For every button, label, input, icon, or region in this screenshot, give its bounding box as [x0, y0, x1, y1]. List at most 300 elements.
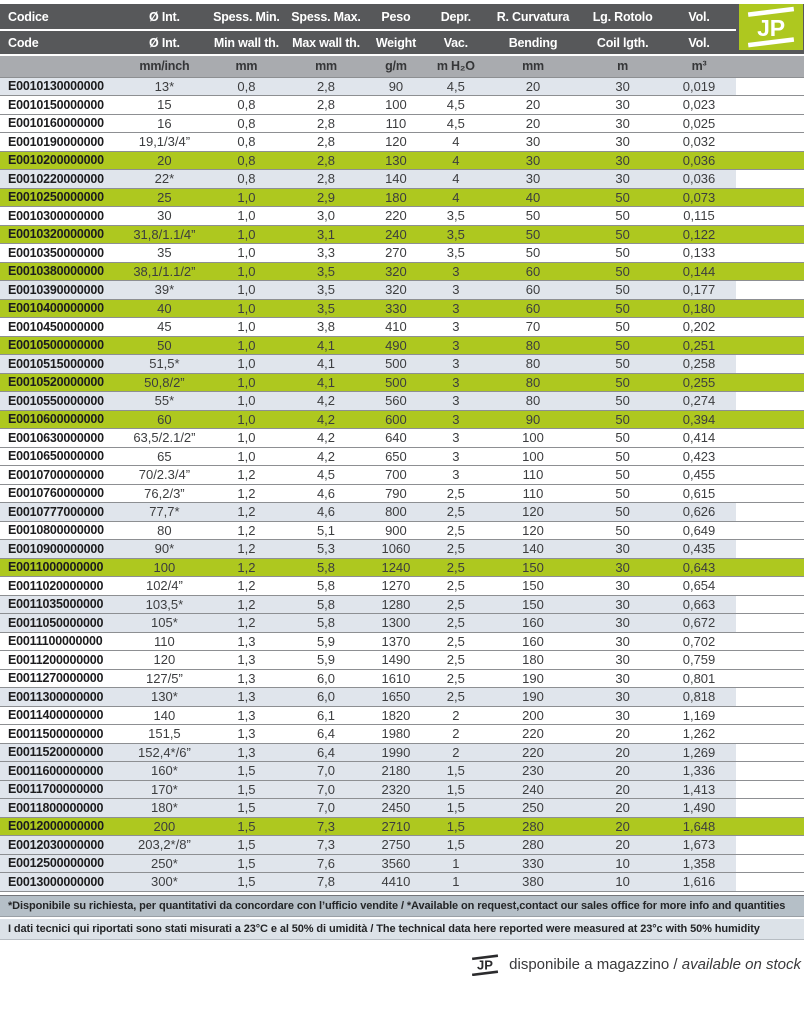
cell-volume: 0,394: [662, 410, 735, 429]
header-spess-min: Spess. Min.: [204, 4, 288, 30]
cell-bending: 50: [483, 244, 583, 263]
cell-max-wall: 4,2: [289, 429, 364, 448]
cell-min-wall: 1,2: [204, 595, 288, 614]
cell-max-wall: 5,8: [289, 595, 364, 614]
cell-volume: 0,626: [662, 503, 735, 522]
cell-coil-length: 30: [583, 595, 663, 614]
cell-max-wall: 6,4: [289, 743, 364, 762]
cell-bending: 80: [483, 355, 583, 374]
table-row: [0, 336, 804, 355]
cell-code: E0011520000000: [0, 743, 125, 762]
table-row: [0, 355, 804, 374]
cell-vacuum: 1,5: [428, 762, 483, 781]
cell-bending: 230: [483, 762, 583, 781]
legend-text-italian: disponibile a magazzino /: [509, 956, 678, 973]
cell-coil-length: 20: [583, 725, 663, 744]
cell-coil-length: 50: [583, 521, 663, 540]
cell-weight: 900: [363, 521, 428, 540]
cell-code: E0010400000000: [0, 299, 125, 318]
cell-coil-length: 50: [583, 336, 663, 355]
cell-volume: 0,649: [662, 521, 735, 540]
cell-volume: 0,818: [662, 688, 735, 707]
cell-volume: 0,255: [662, 373, 735, 392]
cell-vacuum: 2,5: [428, 521, 483, 540]
cell-stock-indicator: [736, 373, 804, 392]
cell-volume: 1,269: [662, 743, 735, 762]
header-diametro: Ø Int.: [125, 4, 205, 30]
cell-weight: 640: [363, 429, 428, 448]
cell-code: E0010777000000: [0, 503, 125, 522]
cell-stock-indicator: [736, 632, 804, 651]
cell-code: E0011400000000: [0, 706, 125, 725]
cell-max-wall: 3,1: [289, 225, 364, 244]
cell-min-wall: 1,3: [204, 688, 288, 707]
cell-coil-length: 20: [583, 799, 663, 818]
cell-vacuum: 1,5: [428, 799, 483, 818]
cell-stock-indicator: [736, 873, 804, 892]
cell-code: E0010900000000: [0, 540, 125, 559]
cell-weight: 1370: [363, 632, 428, 651]
cell-bending: 80: [483, 336, 583, 355]
header-spess-max: Spess. Max.: [289, 4, 364, 30]
table-row: [0, 96, 804, 115]
cell-code: E0011020000000: [0, 577, 125, 596]
cell-volume: 0,274: [662, 392, 735, 411]
header-min-wall: Min wall th.: [204, 30, 288, 55]
cell-vacuum: 3: [428, 281, 483, 300]
cell-volume: 0,615: [662, 484, 735, 503]
cell-weight: 700: [363, 466, 428, 485]
cell-min-wall: 0,8: [204, 96, 288, 115]
header-row-italian: [0, 4, 804, 30]
cell-coil-length: 30: [583, 706, 663, 725]
spec-table: [0, 4, 804, 892]
cell-stock-indicator: [736, 77, 804, 96]
cell-vacuum: 2,5: [428, 614, 483, 633]
cell-coil-length: 30: [583, 77, 663, 96]
cell-diameter: 38,1/1.1/2”: [125, 262, 205, 281]
cell-vacuum: 4,5: [428, 96, 483, 115]
cell-weight: 1610: [363, 669, 428, 688]
cell-code: E0011300000000: [0, 688, 125, 707]
cell-code: E0011800000000: [0, 799, 125, 818]
cell-min-wall: 1,0: [204, 299, 288, 318]
cell-bending: 190: [483, 669, 583, 688]
cell-min-wall: 1,0: [204, 318, 288, 337]
header-vac: Vac.: [428, 30, 483, 55]
cell-stock-indicator: [736, 854, 804, 873]
cell-stock-indicator: [736, 151, 804, 170]
header-vol-en: Vol.: [662, 30, 735, 55]
table-row: [0, 577, 804, 596]
cell-weight: 330: [363, 299, 428, 318]
cell-weight: 1490: [363, 651, 428, 670]
header-depr: Depr.: [428, 4, 483, 30]
cell-bending: 160: [483, 614, 583, 633]
cell-weight: 320: [363, 281, 428, 300]
unit-min-wall: mm: [204, 55, 288, 77]
cell-bending: 50: [483, 207, 583, 226]
cell-stock-indicator: [736, 466, 804, 485]
cell-weight: 1990: [363, 743, 428, 762]
cell-weight: 1270: [363, 577, 428, 596]
cell-vacuum: 3: [428, 466, 483, 485]
cell-volume: 0,122: [662, 225, 735, 244]
cell-weight: 1980: [363, 725, 428, 744]
table-row: [0, 188, 804, 207]
cell-min-wall: 1,0: [204, 392, 288, 411]
cell-max-wall: 2,8: [289, 133, 364, 152]
logo-cell: [736, 4, 804, 55]
cell-max-wall: 4,2: [289, 410, 364, 429]
cell-vacuum: 1: [428, 854, 483, 873]
cell-coil-length: 50: [583, 373, 663, 392]
cell-weight: 3560: [363, 854, 428, 873]
units-row: [0, 55, 804, 77]
cell-volume: 1,673: [662, 836, 735, 855]
cell-code: E0010380000000: [0, 262, 125, 281]
header-row-english: [0, 30, 804, 55]
cell-stock-indicator: [736, 114, 804, 133]
cell-min-wall: 1,5: [204, 836, 288, 855]
cell-code: E0011270000000: [0, 669, 125, 688]
cell-volume: 0,036: [662, 170, 735, 189]
cell-coil-length: 30: [583, 96, 663, 115]
cell-weight: 2450: [363, 799, 428, 818]
cell-volume: 1,358: [662, 854, 735, 873]
cell-vacuum: 2,5: [428, 540, 483, 559]
jp-logo: [739, 4, 803, 50]
cell-bending: 240: [483, 780, 583, 799]
cell-weight: 500: [363, 355, 428, 374]
table-row: [0, 743, 804, 762]
cell-diameter: 15: [125, 96, 205, 115]
table-row: [0, 688, 804, 707]
table-row: [0, 133, 804, 152]
cell-vacuum: 2: [428, 725, 483, 744]
cell-stock-indicator: [736, 706, 804, 725]
cell-stock-indicator: [736, 281, 804, 300]
cell-stock-indicator: [736, 447, 804, 466]
table-row: [0, 281, 804, 300]
cell-volume: 1,413: [662, 780, 735, 799]
table-row: [0, 447, 804, 466]
table-row: [0, 669, 804, 688]
cell-coil-length: 50: [583, 281, 663, 300]
cell-code: E0010130000000: [0, 77, 125, 96]
cell-code: E0012500000000: [0, 854, 125, 873]
cell-bending: 50: [483, 225, 583, 244]
cell-coil-length: 30: [583, 688, 663, 707]
cell-max-wall: 2,8: [289, 96, 364, 115]
cell-coil-length: 20: [583, 762, 663, 781]
cell-coil-length: 30: [583, 540, 663, 559]
header-int-diam: Ø Int.: [125, 30, 205, 55]
table-row: [0, 77, 804, 96]
cell-vacuum: 4,5: [428, 77, 483, 96]
cell-min-wall: 1,2: [204, 503, 288, 522]
cell-max-wall: 2,8: [289, 151, 364, 170]
cell-volume: 1,490: [662, 799, 735, 818]
jp-logo-icon: [742, 6, 800, 48]
cell-vacuum: 3: [428, 336, 483, 355]
cell-code: E0013000000000: [0, 873, 125, 892]
cell-max-wall: 7,0: [289, 780, 364, 799]
cell-weight: 2320: [363, 780, 428, 799]
cell-diameter: 203,2*/8”: [125, 836, 205, 855]
cell-bending: 80: [483, 392, 583, 411]
cell-volume: 1,336: [662, 762, 735, 781]
table-row: [0, 817, 804, 836]
cell-code: E0010250000000: [0, 188, 125, 207]
cell-min-wall: 1,0: [204, 447, 288, 466]
cell-stock-indicator: [736, 558, 804, 577]
table-row: [0, 651, 804, 670]
cell-max-wall: 4,1: [289, 355, 364, 374]
cell-volume: 0,759: [662, 651, 735, 670]
cell-bending: 140: [483, 540, 583, 559]
cell-min-wall: 0,8: [204, 170, 288, 189]
unit-bending: mm: [483, 55, 583, 77]
cell-bending: 220: [483, 725, 583, 744]
cell-volume: 1,648: [662, 817, 735, 836]
cell-diameter: 127/5”: [125, 669, 205, 688]
cell-coil-length: 50: [583, 225, 663, 244]
cell-volume: 0,801: [662, 669, 735, 688]
cell-min-wall: 1,2: [204, 614, 288, 633]
cell-stock-indicator: [736, 503, 804, 522]
cell-code: E0010800000000: [0, 521, 125, 540]
cell-min-wall: 1,0: [204, 188, 288, 207]
cell-bending: 60: [483, 299, 583, 318]
table-row: [0, 484, 804, 503]
cell-bending: 30: [483, 151, 583, 170]
cell-min-wall: 1,0: [204, 429, 288, 448]
cell-volume: 1,262: [662, 725, 735, 744]
cell-max-wall: 3,0: [289, 207, 364, 226]
cell-weight: 650: [363, 447, 428, 466]
table-row: [0, 225, 804, 244]
cell-code: E0011000000000: [0, 558, 125, 577]
cell-stock-indicator: [736, 262, 804, 281]
cell-vacuum: 2,5: [428, 577, 483, 596]
cell-weight: 130: [363, 151, 428, 170]
cell-code: E0011600000000: [0, 762, 125, 781]
cell-min-wall: 1,3: [204, 725, 288, 744]
cell-diameter: 103,5*: [125, 595, 205, 614]
cell-coil-length: 50: [583, 318, 663, 337]
header-max-wall: Max wall th.: [289, 30, 364, 55]
cell-vacuum: 3,5: [428, 244, 483, 263]
cell-diameter: 250*: [125, 854, 205, 873]
cell-max-wall: 4,6: [289, 484, 364, 503]
cell-weight: 490: [363, 336, 428, 355]
cell-max-wall: 5,8: [289, 614, 364, 633]
cell-diameter: 50,8/2”: [125, 373, 205, 392]
cell-diameter: 105*: [125, 614, 205, 633]
cell-code: E0010190000000: [0, 133, 125, 152]
cell-code: E0011500000000: [0, 725, 125, 744]
cell-vacuum: 1: [428, 873, 483, 892]
cell-max-wall: 7,0: [289, 799, 364, 818]
cell-diameter: 130*: [125, 688, 205, 707]
cell-bending: 280: [483, 836, 583, 855]
cell-vacuum: 4: [428, 188, 483, 207]
cell-vacuum: 2,5: [428, 651, 483, 670]
cell-diameter: 151,5: [125, 725, 205, 744]
cell-bending: 330: [483, 854, 583, 873]
cell-max-wall: 4,2: [289, 447, 364, 466]
cell-volume: 0,423: [662, 447, 735, 466]
cell-bending: 150: [483, 577, 583, 596]
cell-stock-indicator: [736, 688, 804, 707]
cell-bending: 150: [483, 595, 583, 614]
cell-volume: 0,258: [662, 355, 735, 374]
table-row: [0, 836, 804, 855]
cell-weight: 240: [363, 225, 428, 244]
cell-max-wall: 6,0: [289, 688, 364, 707]
header-vol: Vol.: [662, 4, 735, 30]
cell-bending: 280: [483, 817, 583, 836]
table-row: [0, 170, 804, 189]
cell-coil-length: 30: [583, 614, 663, 633]
cell-code: E0010320000000: [0, 225, 125, 244]
table-row: [0, 873, 804, 892]
cell-min-wall: 1,5: [204, 854, 288, 873]
cell-diameter: 200: [125, 817, 205, 836]
cell-volume: 0,414: [662, 429, 735, 448]
cell-diameter: 140: [125, 706, 205, 725]
cell-code: E0011035000000: [0, 595, 125, 614]
cell-vacuum: 3: [428, 299, 483, 318]
cell-bending: 20: [483, 77, 583, 96]
cell-diameter: 19,1/3/4”: [125, 133, 205, 152]
svg-text:JP: JP: [756, 15, 785, 41]
table-row: [0, 558, 804, 577]
cell-max-wall: 2,8: [289, 114, 364, 133]
cell-volume: 0,177: [662, 281, 735, 300]
cell-volume: 0,144: [662, 262, 735, 281]
cell-stock-indicator: [736, 133, 804, 152]
cell-bending: 100: [483, 447, 583, 466]
cell-vacuum: 2,5: [428, 632, 483, 651]
cell-min-wall: 0,8: [204, 133, 288, 152]
stock-legend: [0, 954, 807, 976]
cell-code: E0010550000000: [0, 392, 125, 411]
cell-max-wall: 3,8: [289, 318, 364, 337]
table-row: [0, 595, 804, 614]
cell-weight: 1820: [363, 706, 428, 725]
cell-stock-indicator: [736, 410, 804, 429]
cell-stock-indicator: [736, 207, 804, 226]
cell-coil-length: 50: [583, 299, 663, 318]
table-row: [0, 429, 804, 448]
table-header: [0, 4, 804, 77]
cell-diameter: 110: [125, 632, 205, 651]
table-row: [0, 392, 804, 411]
cell-code: E0010700000000: [0, 466, 125, 485]
cell-diameter: 102/4”: [125, 577, 205, 596]
cell-min-wall: 1,5: [204, 762, 288, 781]
cell-vacuum: 3: [428, 373, 483, 392]
cell-min-wall: 1,0: [204, 336, 288, 355]
cell-vacuum: 2: [428, 743, 483, 762]
cell-weight: 120: [363, 133, 428, 152]
cell-coil-length: 50: [583, 355, 663, 374]
cell-max-wall: 2,8: [289, 170, 364, 189]
unit-volume: m³: [662, 55, 735, 77]
unit-code: [0, 55, 125, 77]
cell-bending: 30: [483, 133, 583, 152]
table-row: [0, 373, 804, 392]
table-row: [0, 854, 804, 873]
cell-volume: 0,115: [662, 207, 735, 226]
cell-vacuum: 3: [428, 318, 483, 337]
cell-diameter: 55*: [125, 392, 205, 411]
table-row: [0, 762, 804, 781]
table-row: [0, 466, 804, 485]
cell-code: E0010150000000: [0, 96, 125, 115]
cell-bending: 20: [483, 96, 583, 115]
cell-stock-indicator: [736, 188, 804, 207]
cell-volume: 0,202: [662, 318, 735, 337]
cell-coil-length: 50: [583, 262, 663, 281]
cell-stock-indicator: [736, 836, 804, 855]
cell-bending: 70: [483, 318, 583, 337]
cell-weight: 100: [363, 96, 428, 115]
cell-coil-length: 30: [583, 669, 663, 688]
cell-coil-length: 50: [583, 207, 663, 226]
cell-bending: 20: [483, 114, 583, 133]
cell-coil-length: 30: [583, 170, 663, 189]
cell-coil-length: 10: [583, 854, 663, 873]
cell-max-wall: 6,4: [289, 725, 364, 744]
cell-max-wall: 4,6: [289, 503, 364, 522]
cell-stock-indicator: [736, 817, 804, 836]
cell-coil-length: 20: [583, 780, 663, 799]
header-codice: Codice: [0, 4, 125, 30]
cell-volume: 0,032: [662, 133, 735, 152]
cell-min-wall: 1,3: [204, 632, 288, 651]
cell-max-wall: 6,1: [289, 706, 364, 725]
cell-min-wall: 1,0: [204, 281, 288, 300]
footnote-conditions: I dati tecnici qui riportati sono stati misurati a 23°C e al 50% di umidità / The technical data here reported were measured at 23°c with 50% humidity: [0, 919, 804, 940]
cell-stock-indicator: [736, 225, 804, 244]
table-row: [0, 706, 804, 725]
cell-vacuum: 3: [428, 392, 483, 411]
cell-min-wall: 1,3: [204, 743, 288, 762]
cell-vacuum: 2,5: [428, 503, 483, 522]
footnote-availability: *Disponibile su richiesta, per quantitativi da concordare con l’ufficio vendite / *Available on request,contact our sales office for more info and quantities: [0, 895, 804, 917]
cell-code: E0010390000000: [0, 281, 125, 300]
cell-code: E0011100000000: [0, 632, 125, 651]
cell-diameter: 50: [125, 336, 205, 355]
cell-coil-length: 50: [583, 503, 663, 522]
cell-weight: 2180: [363, 762, 428, 781]
cell-max-wall: 7,3: [289, 836, 364, 855]
cell-min-wall: 1,0: [204, 225, 288, 244]
table-row: [0, 780, 804, 799]
unit-diameter: mm/inch: [125, 55, 205, 77]
cell-diameter: 51,5*: [125, 355, 205, 374]
cell-volume: 0,435: [662, 540, 735, 559]
cell-volume: 0,180: [662, 299, 735, 318]
cell-diameter: 40: [125, 299, 205, 318]
cell-stock-indicator: [736, 429, 804, 448]
cell-weight: 2710: [363, 817, 428, 836]
cell-diameter: 22*: [125, 170, 205, 189]
cell-vacuum: 1,5: [428, 817, 483, 836]
